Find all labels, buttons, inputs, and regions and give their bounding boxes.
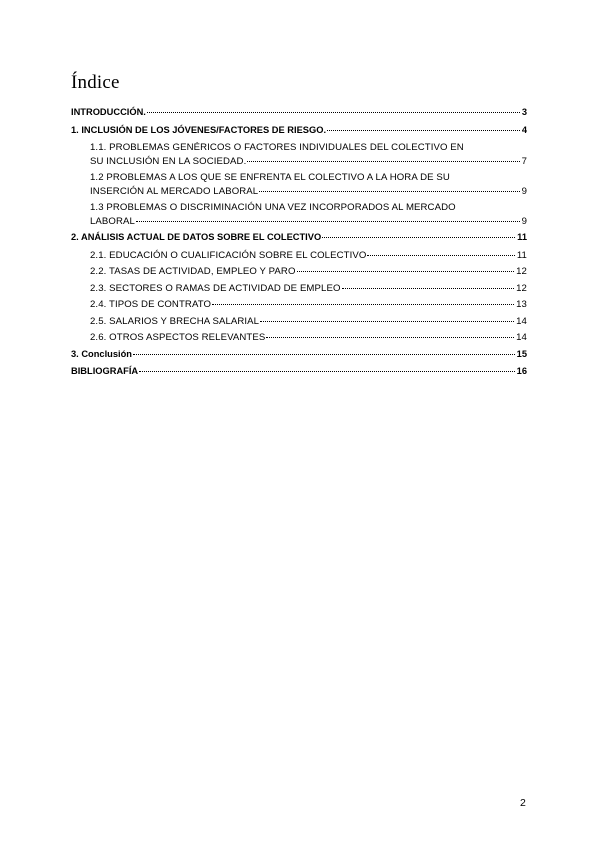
toc-entry-introduccion[interactable] [71,106,527,120]
toc-entry-label-line1: 1.3 PROBLEMAS O DISCRIMINACIÓN UNA VEZ INCORPORADOS AL MERCADO [90,202,456,213]
toc-page-number: 12 [516,266,527,277]
dot-leader [247,161,519,162]
toc-page-number: 3 [521,107,527,117]
toc-entry-label-line2: INSERCIÓN AL MERCADO LABORAL [90,185,259,197]
dot-leader [133,354,515,355]
toc-entry-section-3[interactable] [71,348,527,362]
toc-entry-section-2-4[interactable] [90,298,527,312]
toc-page-number: 14 [516,315,527,327]
toc-page-number: 14 [516,332,527,343]
toc-page-number: 16 [516,366,527,376]
toc-page-number: 9 [521,185,527,197]
toc-entry-label: 3. Conclusión [71,348,132,359]
dot-leader [147,112,520,113]
toc-entry-label: INTRODUCCIÓN. [71,107,146,117]
toc-page-number: 11 [517,232,527,242]
dot-leader [327,130,520,131]
dot-leader [367,255,514,256]
toc-entry-section-2-5[interactable] [90,315,527,329]
toc-entry-label: 2.1. EDUCACIÓN O CUALIFICACIÓN SOBRE EL COLECTIVO [90,249,367,261]
dot-leader [342,288,515,289]
dot-leader [136,221,520,222]
dot-leader [260,321,514,322]
toc-entry-label: 2.6. OTROS ASPECTOS RELEVANTES [90,332,266,343]
toc-page-number: 9 [521,215,527,227]
dot-leader [297,271,515,272]
toc-page-number: 11 [516,249,527,261]
toc-entry-bibliografia[interactable] [71,365,527,379]
page-title: Índice [71,72,120,93]
toc-entry-label: 2.4. TIPOS DE CONTRATO [90,299,212,310]
toc-entry-label-line1: 1.2 PROBLEMAS A LOS QUE SE ENFRENTA EL COLECTIVO A LA HORA DE SU [90,172,450,183]
toc-entry-label: 2.3. SECTORES O RAMAS DE ACTIVIDAD DE EMPLEO [90,282,341,294]
dot-leader [139,371,515,372]
toc-entry-label: 1. INCLUSIÓN DE LOS JÓVENES/FACTORES DE RIESGO. [71,124,327,135]
toc-entry-label: 2.5. SALARIOS Y BRECHA SALARIAL [90,315,260,327]
toc-entry-section-1[interactable] [71,124,527,138]
toc-entry-section-2-2[interactable] [90,265,527,279]
toc-entry-section-1-2[interactable] [90,171,527,198]
table-of-contents [71,106,527,383]
dot-leader [212,304,514,305]
dot-leader [266,337,514,338]
toc-entry-section-2[interactable] [71,231,527,245]
toc-page-number: 7 [521,155,527,167]
toc-entry-label-line2: SU INCLUSIÓN EN LA SOCIEDAD. [90,155,247,167]
toc-page-number: 13 [516,299,527,310]
toc-entry-label: 2.2. TASAS DE ACTIVIDAD, EMPLEO Y PARO [90,266,296,277]
toc-entry-section-1-3[interactable] [90,201,527,228]
toc-entry-label: 2. ANÁLISIS ACTUAL DE DATOS SOBRE EL COLECTIVO [71,232,322,242]
toc-page-number: 4 [521,124,527,135]
toc-entry-label-line1: 1.1. PROBLEMAS GENÉRICOS O FACTORES INDIVIDUALES DEL COLECTIVO EN [90,142,464,153]
toc-page-number: 15 [516,348,527,359]
toc-entry-label: BIBLIOGRAFÍA [71,366,139,376]
dot-leader [322,237,515,238]
toc-page-number: 12 [516,282,527,294]
toc-entry-section-2-1[interactable] [90,249,527,263]
toc-entry-section-2-6[interactable] [90,331,527,345]
toc-entry-section-1-1[interactable] [90,141,527,168]
dot-leader [259,191,519,192]
page-footer-number: 2 [520,797,526,809]
toc-entry-label-line2: LABORAL [90,215,135,227]
toc-entry-section-2-3[interactable] [90,282,527,296]
